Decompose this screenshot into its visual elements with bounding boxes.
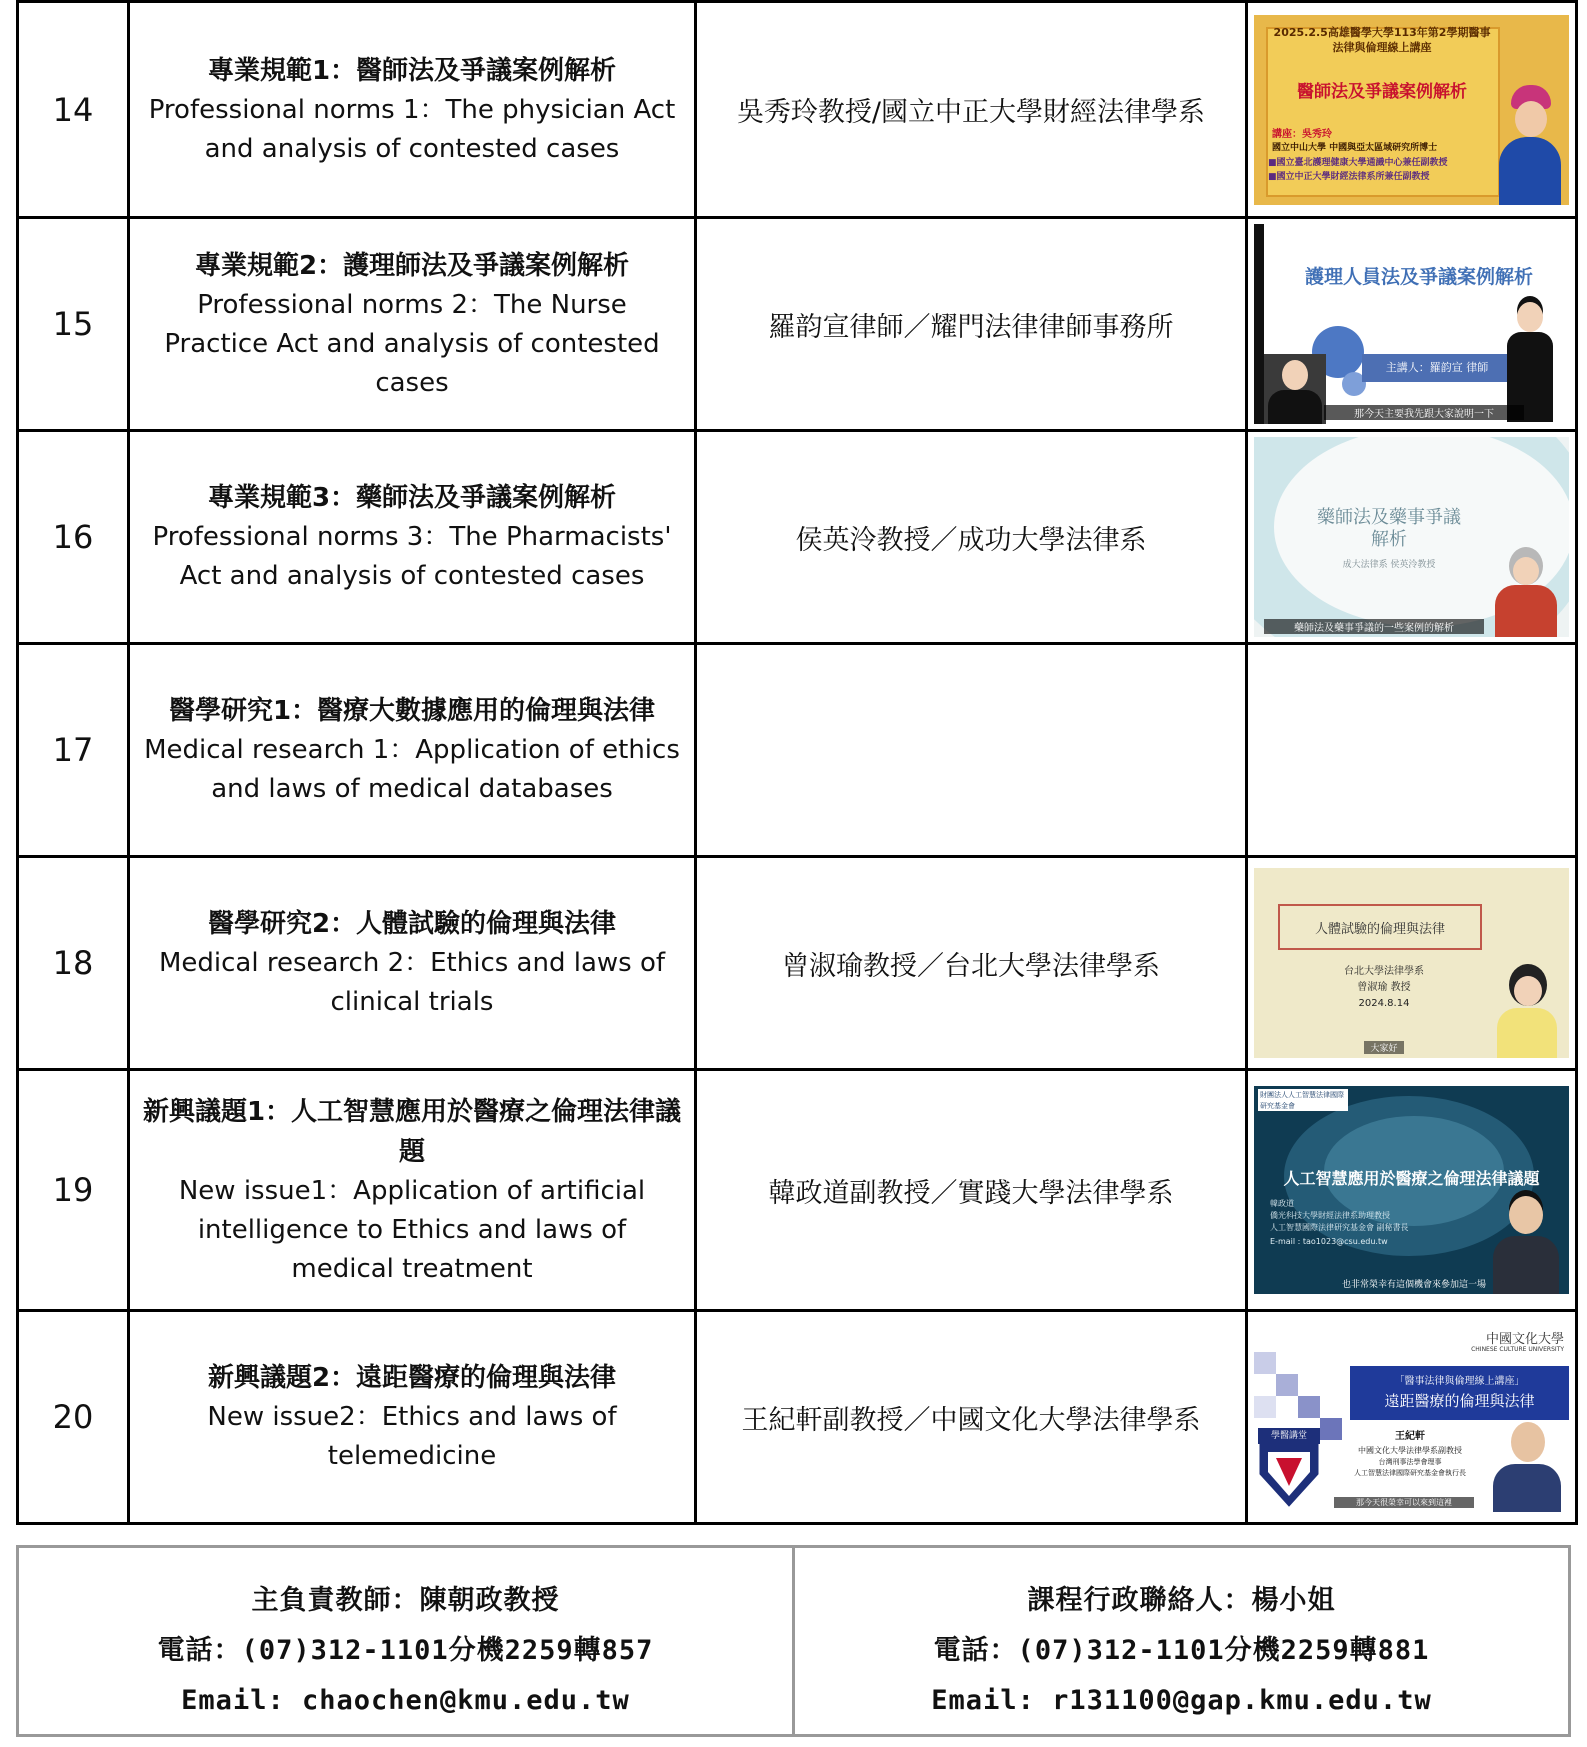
thumbnail-title: 護理人員法及爭議案例解析 — [1304, 266, 1533, 288]
contact-primary-teacher — [19, 1548, 792, 1734]
school-badge-label: 學醫講堂 — [1258, 1428, 1320, 1444]
thumbnail-org: 財團法人人工智慧法律國際研究基金會 — [1258, 1089, 1348, 1111]
video-thumbnail[interactable] — [1254, 224, 1569, 424]
thumbnail-title: 醫師法及爭議案例解析 — [1297, 81, 1467, 102]
topic-en: Medical research 2：Ethics and laws of clinical trials — [158, 948, 666, 1017]
speaker-avatar — [1495, 964, 1559, 1058]
thumbnail-line: ■國立臺北護理健康大學通識中心兼任副教授 — [1268, 157, 1448, 168]
topic-en: Medical research 1：Application of ethics and laws of medical databases — [144, 735, 680, 804]
thumbnail-title: 人體試驗的倫理與法律 — [1314, 922, 1445, 937]
thumbnail-line: 台北大學法律學系 — [1344, 966, 1424, 977]
table-row — [18, 431, 1577, 644]
thumbnail-cell — [1247, 644, 1577, 857]
topic-cell — [129, 1311, 696, 1524]
video-thumbnail[interactable] — [1254, 1086, 1569, 1294]
topic-zh: 專業規範1：醫師法及爭議案例解析 — [207, 55, 617, 86]
speaker: 侯英泠教授／成功大學法律系 — [696, 431, 1247, 644]
table-row — [18, 2, 1577, 218]
school-badge-icon — [1258, 1428, 1320, 1508]
topic-zh: 醫學研究2：人體試驗的倫理與法律 — [207, 909, 617, 939]
thumbnail-caption: 主講人：羅韵宣 律師 — [1362, 354, 1512, 382]
thumbnail-cell — [1247, 1070, 1577, 1311]
contact-email[interactable]: Email: r131100@gap.kmu.edu.tw — [931, 1685, 1432, 1716]
speaker-avatar — [1505, 302, 1555, 422]
session-number: 20 — [18, 1311, 129, 1524]
topic-en: Professional norms 1：The physician Act and analysis of contested cases — [148, 94, 676, 164]
thumbnail-sub: 成大法律系 侯英泠教授 — [1342, 560, 1436, 570]
session-number: 19 — [18, 1070, 129, 1311]
table-row — [18, 218, 1577, 431]
speaker-avatar — [1264, 354, 1326, 424]
thumbnail-line: ■國立中正大學財經法律系所兼任副教授 — [1268, 171, 1430, 182]
video-thumbnail[interactable] — [1254, 437, 1569, 637]
topic-cell — [129, 644, 696, 857]
session-number: 15 — [18, 218, 129, 431]
thumbnail-subtitle: 也非常榮幸有這個機會來參加這一場 — [1341, 1280, 1486, 1290]
topic-en: Professional norms 3：The Pharmacists' Act and analysis of contested cases — [152, 522, 672, 591]
thumbnail-subtitle: 那今天很榮幸可以來到這裡 — [1334, 1497, 1474, 1508]
thumbnail-line: 中國文化大學法律學系副教授 — [1358, 1446, 1462, 1455]
session-number: 18 — [18, 857, 129, 1070]
topic-cell — [129, 431, 696, 644]
speaker — [696, 644, 1247, 857]
thumbnail-line: 講座：吳秀玲 — [1272, 128, 1332, 140]
topic-zh: 新興議題1：人工智慧應用於醫療之倫理法律議題 — [142, 1096, 682, 1167]
speaker: 羅韵宣律師／耀門法律律師事務所 — [696, 218, 1247, 431]
session-number: 17 — [18, 644, 129, 857]
thumbnail-line: 人工智慧法律國際研究基金會執行長 — [1354, 1469, 1466, 1477]
contact-phone: 電話：(07)312-1101分機2259轉857 — [157, 1635, 654, 1666]
speaker: 王紀軒副教授／中國文化大學法律學系 — [696, 1311, 1247, 1524]
thumbnail-cell — [1247, 218, 1577, 431]
thumbnail-cell — [1247, 1311, 1577, 1524]
contact-email[interactable]: Email: chaochen@kmu.edu.tw — [181, 1685, 630, 1716]
thumbnail-line: 國立中山大學 中國與亞太區域研究所博士 — [1272, 142, 1438, 153]
topic-en: New issue1：Application of artificial intelligence to Ethics and laws of medical treatment — [178, 1175, 646, 1284]
topic-cell — [129, 2, 696, 218]
thumbnail-line: 王紀軒 — [1395, 1431, 1425, 1442]
thumbnail-line: E-mail : tao1023@csu.edu.tw — [1270, 1237, 1388, 1246]
table-row — [18, 644, 1577, 857]
contact-phone: 電話：(07)312-1101分機2259轉881 — [933, 1635, 1430, 1666]
table-row — [18, 1311, 1577, 1524]
video-thumbnail[interactable] — [1254, 868, 1569, 1058]
thumbnail-series: 「醫事法律與倫理線上講座」 — [1394, 1376, 1525, 1387]
topic-zh: 醫學研究1：醫療大數據應用的倫理與法律 — [168, 696, 656, 726]
thumbnail-subtitle: 那今天主要我先跟大家說明一下 — [1324, 405, 1524, 420]
topic-zh: 新興議題2：遠距醫療的倫理與法律 — [207, 1363, 617, 1393]
contact-box — [16, 1545, 1571, 1737]
video-thumbnail[interactable] — [1254, 15, 1569, 205]
speaker-avatar — [1491, 547, 1561, 637]
schedule-table — [16, 0, 1578, 1525]
table-row — [18, 857, 1577, 1070]
contact-role: 主負責教師：陳朝政教授 — [251, 1585, 560, 1616]
topic-zh: 專業規範2：護理師法及爭議案例解析 — [194, 250, 630, 281]
topic-cell — [129, 857, 696, 1070]
thumbnail-header: 2025.2.5高雄醫學大學113年第2學期醫事法律與倫理線上講座 — [1273, 25, 1491, 54]
session-number: 16 — [18, 431, 129, 644]
speaker-avatar — [1497, 85, 1563, 205]
thumbnail-subtitle: 大家好 — [1364, 1041, 1404, 1054]
thumbnail-line: 曾淑瑜 教授 — [1357, 982, 1411, 993]
thumbnail-title: 人工智慧應用於醫療之倫理法律議題 — [1283, 1169, 1540, 1188]
thumbnail-cell — [1247, 2, 1577, 218]
thumbnail-cell — [1247, 857, 1577, 1070]
thumbnail-title: 藥師法及藥事爭議解析 — [1317, 507, 1461, 550]
speaker: 曾淑瑜教授／台北大學法律學系 — [696, 857, 1247, 1070]
thumbnail-line: 台灣刑事法學會理事 — [1378, 1458, 1442, 1466]
thumbnail-univ: 中國文化大學 — [1485, 1332, 1564, 1347]
thumbnail-cell — [1247, 431, 1577, 644]
session-number: 14 — [18, 2, 129, 218]
video-thumbnail[interactable] — [1254, 1322, 1569, 1512]
topic-cell — [129, 218, 696, 431]
contact-admin — [792, 1548, 1568, 1734]
thumbnail-subtitle: 藥師法及藥事爭議的一些案例的解析 — [1264, 619, 1484, 634]
thumbnail-univ-en: CHINESE CULTURE UNIVERSITY — [1471, 1346, 1564, 1353]
topic-zh: 專業規範3：藥師法及爭議案例解析 — [207, 483, 617, 513]
speaker: 吳秀玲教授/國立中正大學財經法律學系 — [696, 2, 1247, 218]
thumbnail-line: 韓政道 — [1270, 1199, 1294, 1208]
topic-en: Professional norms 2：The Nurse Practice Act and analysis of contested cases — [164, 289, 660, 398]
thumbnail-line: 人工智慧國際法律研究基金會 副秘書長 — [1270, 1223, 1409, 1232]
thumbnail-line: 僑光科技大學財經法律系助理教授 — [1270, 1211, 1390, 1220]
topic-cell — [129, 1070, 696, 1311]
contact-role: 課程行政聯絡人：楊小姐 — [1027, 1585, 1336, 1616]
speaker-avatar — [1491, 1422, 1563, 1512]
table-row — [18, 1070, 1577, 1311]
thumbnail-line: 2024.8.14 — [1358, 998, 1410, 1009]
topic-en: New issue2：Ethics and laws of telemedicine — [207, 1402, 617, 1471]
thumbnail-title: 遠距醫療的倫理與法律 — [1384, 1392, 1535, 1410]
speaker: 韓政道副教授／實踐大學法律學系 — [696, 1070, 1247, 1311]
